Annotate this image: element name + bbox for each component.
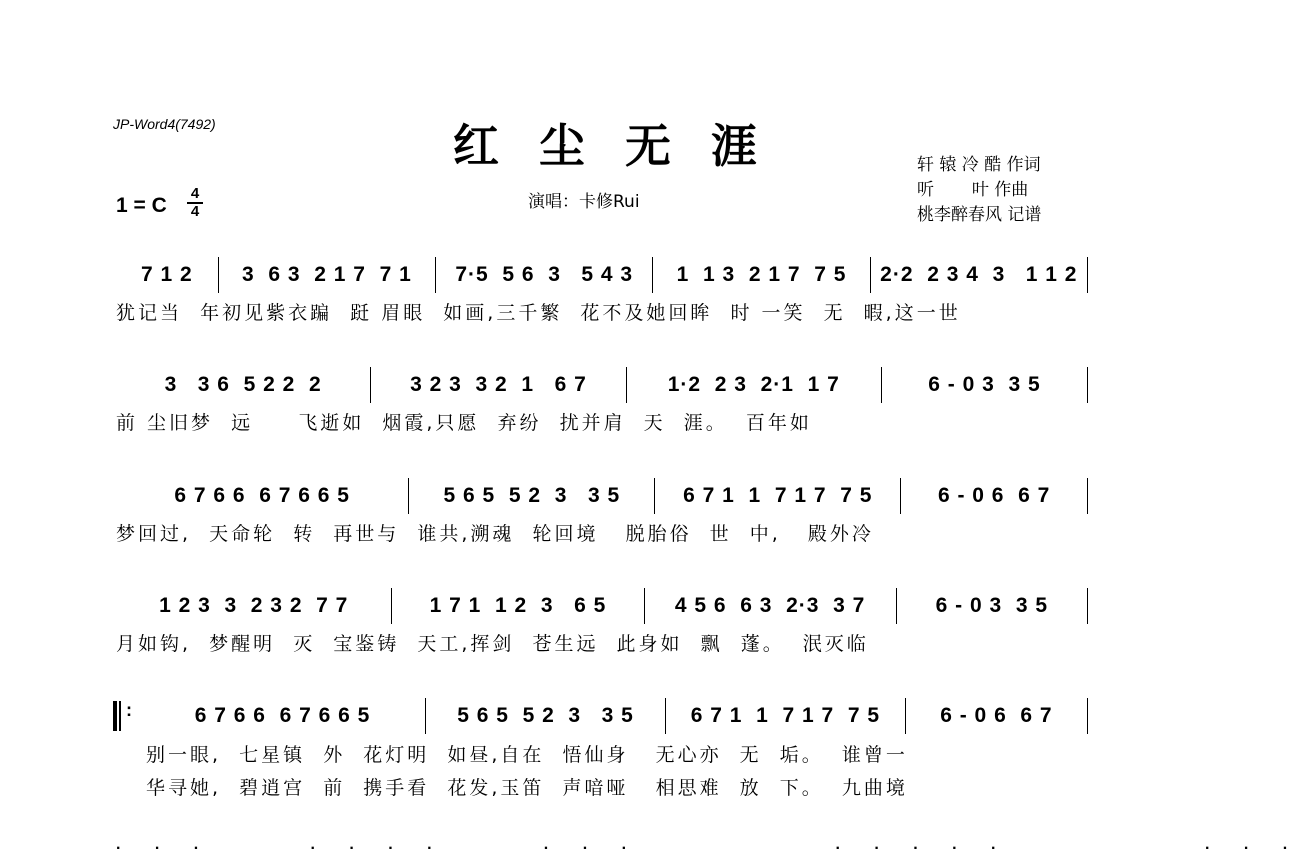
note-group: 6 7 6 6 6 7 6 6 5 (174, 484, 350, 507)
note-group: 1·2 2 3 2·1 1 7 (667, 373, 840, 396)
measure (655, 478, 901, 514)
partial-staff (116, 834, 1302, 853)
staff-2-notes (116, 367, 1088, 403)
lyric-line: 月如钩, 梦醒明 灭 宝鉴铸 天工,挥剑 苍生远 此身如 飘 蓬。 泯灭临 (116, 633, 869, 655)
measure (906, 698, 1088, 734)
note-group: 6 7 1 1 7 1 7 7 5 (683, 484, 873, 507)
note-group: 6 7 1 1 7 1 7 7 5 (690, 704, 881, 727)
lyric-line: 前 尘旧梦 远 飞逝如 烟霞,只愿 弃纷 扰并肩 天 涯。 百年如 (116, 412, 812, 434)
measure (882, 367, 1088, 403)
measure (426, 698, 666, 734)
time-signature (185, 186, 205, 219)
measure (409, 478, 655, 514)
lyric-line-verse-1: 别一眼, 七星镇 外 花灯明 如昼,自在 悟仙身 无心亦 无 垢。 谁曾一 (146, 744, 908, 766)
measure (645, 588, 897, 624)
note-group: 7·5 5 6 3 5 4 3 (455, 263, 634, 286)
lyric-line: 犹记当 年初见紫衣蹁 跹 眉眼 如画,三千繁 花不及她回眸 时 一笑 无 暇,这一世 (116, 302, 961, 324)
lyric-line: 梦回过, 天命轮 转 再世与 谁共,溯魂 轮回境 脱胎俗 世 中, 殿外冷 (116, 523, 874, 545)
note-group: 5 6 5 5 2 3 3 5 (443, 484, 621, 507)
lyric-line-verse-2: 华寻她, 碧逍宫 前 携手看 花发,玉笛 声喑哑 相思难 放 下。 九曲境 (146, 777, 908, 799)
note-group: 1 2 3 3 2 3 2 7 7 (159, 594, 349, 617)
repeat-dots: : (126, 700, 132, 720)
measure (871, 257, 1088, 293)
note-group: 6 - 0 3 3 5 (928, 373, 1041, 396)
note-group: 6 - 0 3 3 5 (935, 594, 1049, 617)
note-group: 1 7 1 1 2 3 6 5 (429, 594, 607, 617)
measure (116, 478, 409, 514)
note-group: 3 6 3 2 1 7 7 1 (242, 263, 412, 286)
measure (392, 588, 644, 624)
measure (627, 367, 882, 403)
measure (901, 478, 1088, 514)
note-group: 6 - 0 6 6 7 (937, 484, 1051, 507)
staff-5-notes (140, 698, 1088, 734)
time-numerator: 4 (190, 185, 200, 202)
note-group: 2·2 2 3 4 3 1 1 2 (880, 263, 1078, 286)
measure (666, 698, 906, 734)
repeat-start-barline (113, 701, 123, 731)
measure (116, 367, 371, 403)
song-title: 红 尘 无 涯 (453, 119, 770, 173)
partial-note-dots: . . . . . . . . . . . . . . . . . . (116, 836, 1302, 853)
source-label: JP-Word4(7492) (113, 116, 216, 132)
staff-4-notes (116, 588, 1088, 624)
note-group: 4 5 6 6 3 2·3 3 7 (674, 594, 866, 617)
lyricist-credit: 轩 辕 冷 酷 作词 (917, 155, 1041, 175)
key-signature: 1 = C (116, 194, 167, 217)
staff-3-notes (116, 478, 1088, 514)
performer-label: 演唱：卡修Rui (528, 192, 640, 212)
transcriber-credit: 桃李醉春风 记谱 (917, 205, 1042, 225)
measure (897, 588, 1088, 624)
measure (140, 698, 426, 734)
note-group: 5 6 5 5 2 3 3 5 (457, 704, 634, 727)
measure (371, 367, 626, 403)
composer-credit: 听 叶 作曲 (917, 180, 1029, 200)
note-group: 3 2 3 3 2 1 6 7 (410, 373, 587, 396)
staff-1-notes (116, 257, 1088, 293)
measure (219, 257, 436, 293)
note-group: 7 1 2 (141, 263, 193, 286)
note-group: 1 1 3 2 1 7 7 5 (676, 263, 847, 286)
measure (116, 588, 392, 624)
measure (653, 257, 870, 293)
time-denominator: 4 (190, 203, 200, 220)
measure (436, 257, 653, 293)
note-group: 6 - 0 6 6 7 (940, 704, 1053, 727)
note-group: 3 3 6 5 2 2 2 (164, 373, 322, 396)
note-group: 6 7 6 6 6 7 6 6 5 (194, 704, 371, 727)
measure (116, 257, 219, 293)
